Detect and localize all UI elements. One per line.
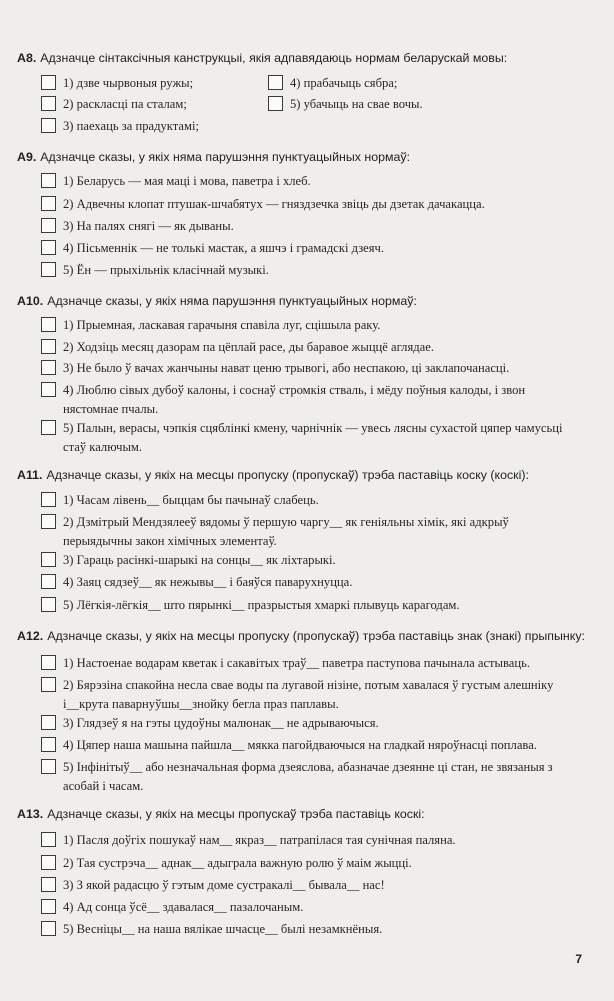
option-text: 1) Беларусь — мая маці і мова, паветра і хлеб. bbox=[63, 174, 311, 188]
checkbox[interactable] bbox=[41, 492, 56, 507]
option-text: 4) Цяпер наша машына пайшла__ мякка пагойдваючыся на гладкай няроўнасці поплава. bbox=[63, 738, 537, 752]
option-text: 1) Пасля доўгіх пошукаў нам__ якраз__ патрапілася тая сунічная паляна. bbox=[63, 833, 456, 847]
question-a13-number: А13. bbox=[17, 807, 44, 821]
checkbox[interactable] bbox=[41, 382, 56, 397]
a13-option-3[interactable] bbox=[41, 876, 385, 895]
checkbox[interactable] bbox=[41, 262, 56, 277]
checkbox[interactable] bbox=[41, 655, 56, 670]
checkbox[interactable] bbox=[41, 677, 56, 692]
question-a10-header bbox=[17, 293, 594, 309]
option-text: 2) Тая сустрэча__ аднак__ адыграла важную ролю ў маім жыцці. bbox=[63, 856, 412, 870]
checkbox[interactable] bbox=[268, 75, 283, 90]
option-text: 2) Дзмітрый Мендзялееў вядомы ў першую чаргу__ як геніяльны хімік, які адкрыў перыядычны закон хімічных элементаў. bbox=[63, 515, 509, 548]
a10-option-4[interactable] bbox=[41, 381, 581, 419]
a10-option-2[interactable] bbox=[41, 338, 434, 357]
option-text: 4) прабачыць сябра; bbox=[290, 76, 398, 90]
option-text: 3) Глядзеў я на гэты цудоўны малюнак__ не адрываючыся. bbox=[63, 716, 379, 730]
checkbox[interactable] bbox=[41, 75, 56, 90]
checkbox[interactable] bbox=[41, 597, 56, 612]
option-text: 1) Часам лівень__ быццам бы пачынаў слабець. bbox=[63, 493, 319, 507]
a12-option-3[interactable] bbox=[41, 714, 379, 733]
checkbox[interactable] bbox=[41, 715, 56, 730]
option-text: 5) Весніцы__ на наша вялікае шчасце__ былі незамкнёныя. bbox=[63, 922, 383, 936]
option-text: 5) Інфінітыў__ або незначальная форма дзеяслова, абазначае дзеянне ці стан, не звязаныя з асобай і часам. bbox=[63, 760, 553, 793]
option-text: 1) дзве чырвоныя ружы; bbox=[63, 76, 194, 90]
option-text: 2) раскласці па сталам; bbox=[63, 97, 187, 111]
question-a13-prompt: Адзначце сказы, у якіх на месцы пропускаў трэба паставіць коскі: bbox=[47, 807, 425, 821]
a8-option-2[interactable] bbox=[41, 95, 187, 114]
option-text: 5) Лёгкія-лёгкія__ што пярынкі__ празрыстыя хмаркі плывуць карагодам. bbox=[63, 598, 460, 612]
a9-option-3[interactable] bbox=[41, 217, 234, 236]
a12-option-2[interactable] bbox=[41, 676, 581, 714]
a10-option-5[interactable] bbox=[41, 419, 581, 457]
a8-option-3[interactable] bbox=[41, 117, 199, 136]
checkbox[interactable] bbox=[41, 240, 56, 255]
option-text: 2) Адвечны клопат птушак-шчабятух — гняздзечка звіць ды дзетак дачакацца. bbox=[63, 197, 485, 211]
checkbox[interactable] bbox=[41, 574, 56, 589]
option-text: 4) Ад сонца ўсё__ здавалася__ пазалочаным. bbox=[63, 900, 304, 914]
a13-option-1[interactable] bbox=[41, 831, 456, 850]
option-text: 2) Бярэзіна спакойна несла свае воды па лугавой нізіне, потым хавалася ў густым алешніку і__крута паварнуўшы__знойку бегла праз паплавы. bbox=[63, 678, 554, 711]
option-text: 5) Ён — прыхільнік класічнай музыкі. bbox=[63, 263, 269, 277]
a11-option-3[interactable] bbox=[41, 551, 336, 570]
question-a9-header bbox=[17, 149, 594, 165]
question-a11-prompt: Адзначце сказы, у якіх на месцы пропуску (пропускаў) трэба паставіць коску (коскі): bbox=[46, 468, 529, 482]
checkbox[interactable] bbox=[41, 173, 56, 188]
option-text: 4) Люблю сівых дубоў калоны, і соснаў стромкія стваль, і мёду поўныя калоды, і звон нястомнае пчалы. bbox=[63, 383, 526, 416]
question-a8-number: А8. bbox=[17, 51, 37, 65]
question-a11-number: А11. bbox=[17, 468, 43, 482]
question-a13-header bbox=[17, 806, 594, 822]
a10-option-3[interactable] bbox=[41, 359, 509, 378]
checkbox[interactable] bbox=[41, 218, 56, 233]
checkbox[interactable] bbox=[41, 360, 56, 375]
checkbox[interactable] bbox=[41, 832, 56, 847]
a11-option-5[interactable] bbox=[41, 596, 460, 615]
option-text: 1) Настоенае водарам кветак і сакавітых траў__ паветра паступова пачынала астываць. bbox=[63, 656, 531, 670]
a13-option-5[interactable] bbox=[41, 920, 382, 939]
a9-option-4[interactable] bbox=[41, 239, 384, 258]
option-text: 3) паехаць за прадуктамі; bbox=[63, 119, 199, 133]
checkbox[interactable] bbox=[41, 552, 56, 567]
option-text: 5) убачыць на свае вочы. bbox=[290, 97, 423, 111]
a11-option-4[interactable] bbox=[41, 573, 352, 592]
checkbox[interactable] bbox=[41, 317, 56, 332]
checkbox[interactable] bbox=[41, 339, 56, 354]
question-a10-number: А10. bbox=[17, 294, 44, 308]
checkbox[interactable] bbox=[41, 118, 56, 133]
option-text: 3) Гараць расінкі-шарыкі на сонцы__ як ліхтарыкі. bbox=[63, 553, 336, 567]
option-text: 5) Палын, верасы, чэпкія сцяблінкі кмену, чарнічнік — увесь лясны сухастой цяпер чамусьці стаў калючым. bbox=[63, 421, 563, 454]
option-text: 2) Ходзіць месяц дазорам па цёплай расе, ды баравое жыццё аглядае. bbox=[63, 340, 434, 354]
checkbox[interactable] bbox=[41, 899, 56, 914]
a12-option-5[interactable] bbox=[41, 758, 581, 796]
option-text: 3) На палях снягі — як дываны. bbox=[63, 219, 234, 233]
a13-option-2[interactable] bbox=[41, 854, 412, 873]
option-text: 4) Пісьменнік — не толькі мастак, а яшчэ і грамадскі дзеяч. bbox=[63, 241, 385, 255]
question-a9-prompt: Адзначце сказы, у якіх няма парушэння пунктуацыйных нормаў: bbox=[40, 150, 411, 164]
question-a11-header bbox=[17, 467, 594, 483]
checkbox[interactable] bbox=[41, 759, 56, 774]
checkbox[interactable] bbox=[41, 420, 56, 435]
checkbox[interactable] bbox=[41, 855, 56, 870]
a8-option-1[interactable] bbox=[41, 74, 193, 93]
checkbox[interactable] bbox=[41, 737, 56, 752]
a9-option-1[interactable] bbox=[41, 172, 311, 191]
a9-option-5[interactable] bbox=[41, 261, 269, 280]
checkbox[interactable] bbox=[41, 514, 56, 529]
option-text: 3) З якой радасцю ў гэтым доме сустракалі__ бывала__ нас! bbox=[63, 878, 385, 892]
page-number: 7 bbox=[575, 952, 582, 966]
question-a10-prompt: Адзначце сказы, у якіх няма парушэння пунктуацыйных нормаў: bbox=[47, 294, 417, 308]
a9-option-2[interactable] bbox=[41, 195, 485, 214]
a12-option-4[interactable] bbox=[41, 736, 537, 755]
checkbox[interactable] bbox=[41, 196, 56, 211]
a11-option-1[interactable] bbox=[41, 491, 319, 510]
checkbox[interactable] bbox=[41, 877, 56, 892]
a13-option-4[interactable] bbox=[41, 898, 303, 917]
a12-option-1[interactable] bbox=[41, 654, 530, 673]
question-a12-prompt: Адзначце сказы, у якіх на месцы пропуску (пропускаў) трэба паставіць знак (знакі) прыпынку: bbox=[47, 629, 585, 643]
option-text: 1) Прыемная, ласкавая гарачыня спавіла луг, сцішыла раку. bbox=[63, 318, 381, 332]
question-a12-number: А12. bbox=[17, 629, 44, 643]
checkbox[interactable] bbox=[41, 96, 56, 111]
question-a9-number: А9. bbox=[17, 150, 37, 164]
question-a12-header bbox=[17, 628, 594, 644]
a8-option-5[interactable] bbox=[268, 95, 423, 114]
a11-option-2[interactable] bbox=[41, 513, 581, 551]
question-a8-prompt: Адзначце сінтаксічныя канструкцыі, якія адпавядаюць нормам беларускай мовы: bbox=[40, 51, 508, 65]
checkbox[interactable] bbox=[41, 921, 56, 936]
option-text: 4) Заяц сядзеў__ як нежывы__ і баяўся паварухнуцца. bbox=[63, 575, 353, 589]
checkbox[interactable] bbox=[268, 96, 283, 111]
question-a8-header bbox=[17, 50, 594, 66]
option-text: 3) Не было ў вачах жанчыны нават ценю трывогі, або неспакою, ці заклапочанасці. bbox=[63, 361, 510, 375]
a10-option-1[interactable] bbox=[41, 316, 380, 335]
a8-option-4[interactable] bbox=[268, 74, 397, 93]
